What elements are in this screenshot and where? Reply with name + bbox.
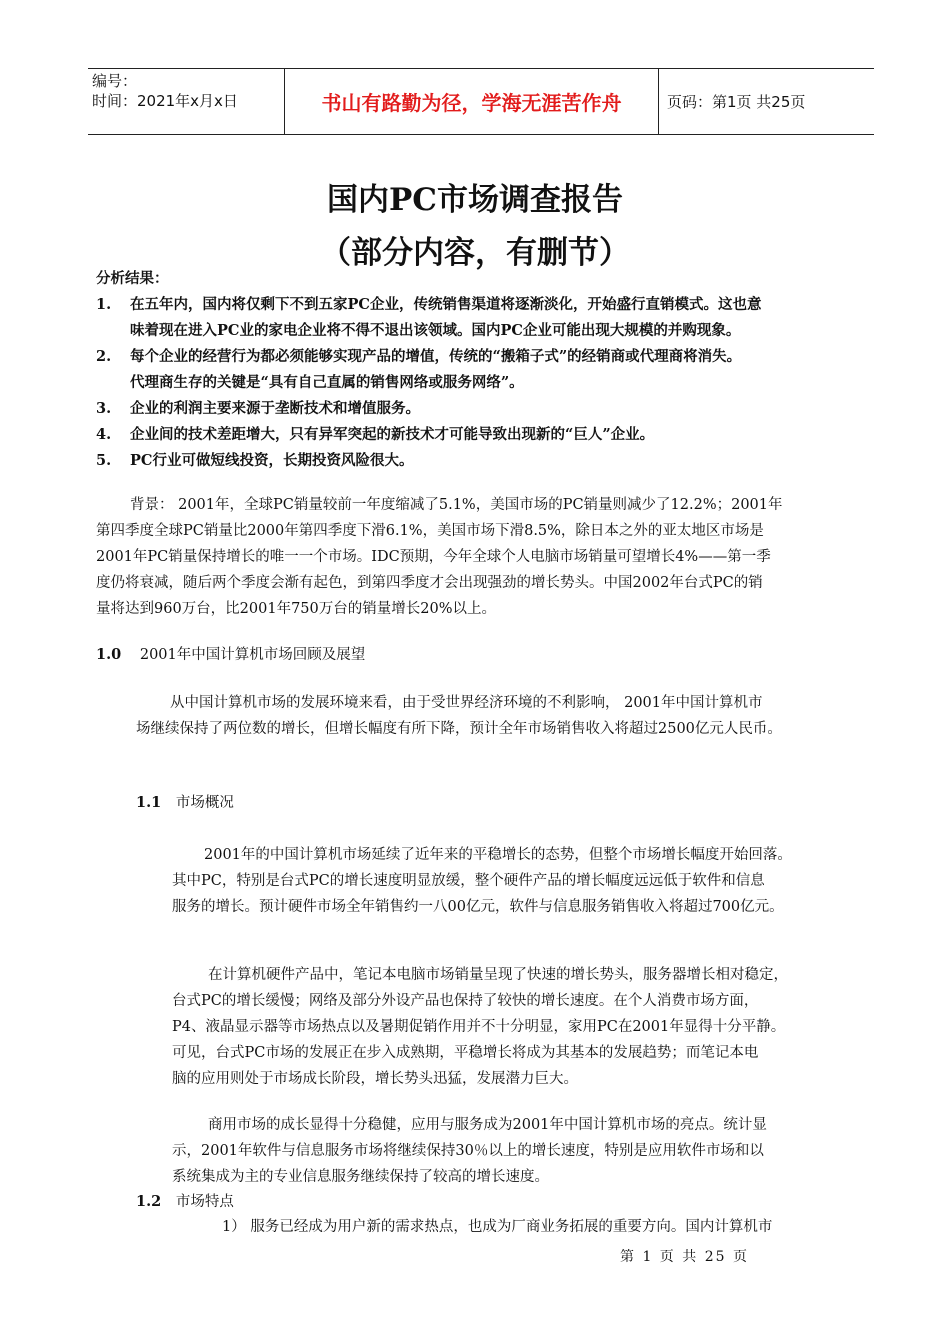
list-item-number: 1. — [96, 296, 112, 313]
header-meta — [88, 69, 285, 134]
section-heading-1-0 — [96, 642, 365, 668]
paragraph-line: 可见，台式PC市场的发展正在步入成熟期，平稳增长将成为其基本的发展趋势；而笔记本电 — [172, 1045, 759, 1061]
section-heading-1-2 — [136, 1189, 234, 1215]
paragraph-line: 场继续保持了两位数的增长，但增长幅度有所下降，预计全年市场销售收入将超过2500亿元人民币。 — [136, 721, 782, 737]
background-paragraph — [96, 492, 896, 622]
section-title: 市场特点 — [175, 1194, 234, 1210]
paragraph-line: 在计算机硬件产品中，笔记本电脑市场销量呈现了快速的增长势头，服务器增长相对稳定， — [208, 967, 788, 983]
paragraph-line: 背景： 2001年，全球PC销量较前一年度缩减了5.1%，美国市场的PC销量则减少了12.2%；2001年 — [130, 497, 783, 513]
paragraph-line: 其中PC，特别是台式PC的增长速度明显放缓，整个硬件产品的增长幅度远远低于软件和信息 — [172, 873, 765, 889]
list-item-line: PC行业可做短线投资，长期投资风险很大。 — [130, 452, 414, 469]
paragraph-line: 从中国计算机市场的发展环境来看，由于受世界经济环境的不利影响， 2001年中国计算机市 — [170, 695, 763, 711]
paragraph-line: 第四季度全球PC销量比2000年第四季度下滑6.1%，美国市场下滑8.5%，除日本之外的亚太地区市场是 — [96, 523, 764, 539]
section-title: 2001年中国计算机市场回顾及展望 — [139, 647, 366, 663]
paragraph-line: 2001年PC销量保持增长的唯一一个市场。IDC预期，今年全球个人电脑市场销量可望增长4%——第一季 — [96, 549, 771, 565]
document-title: 国内PC市场调查报告 — [327, 182, 623, 218]
list-item-line: 每个企业的经营行为都必须能够实现产品的增值，传统的“搬箱子式”的经销商或代理商将消失。 — [130, 348, 742, 365]
paragraph-line: 服务的增长。预计硬件市场全年销售约一八00亿元，软件与信息服务销售收入将超过700亿元。 — [172, 899, 784, 915]
section-number: 1.1 — [136, 794, 162, 811]
paragraph-line: 脑的应用则处于市场成长阶段，增长势头迅猛，发展潜力巨大。 — [172, 1071, 578, 1087]
paragraph-line: 2001年的中国计算机市场延续了近年来的平稳增长的态势，但整个市场增长幅度开始回落。 — [204, 847, 792, 863]
list-item-number: 2. — [96, 348, 112, 365]
list-item — [96, 448, 886, 474]
section-1-2-item-1: 1） 服务已经成为用户新的需求热点，也成为厂商业务拓展的重要方向。国内计算机市 — [222, 1219, 773, 1235]
section-1-1-paragraph-3 — [172, 1112, 892, 1190]
analysis-list — [96, 292, 886, 474]
header-motto: 书山有路勤为径，学海无涯苦作舟 — [285, 69, 659, 134]
section-1-1-paragraph-2 — [172, 962, 892, 1092]
document-number-label: 编号： — [92, 72, 138, 90]
page-footer: 第 1 页 共 25 页 — [620, 1249, 749, 1265]
list-item — [96, 422, 886, 448]
list-item-line: 企业的利润主要来源于垄断技术和增值服务。 — [130, 400, 420, 417]
list-item — [96, 344, 886, 396]
header-page-number: 页码：第1页 共25页 — [667, 93, 806, 111]
paragraph-line: 量将达到960万台，比2001年750万台的销量增长20%以上。 — [96, 601, 496, 617]
paragraph-line: 商用市场的成长显得十分稳健，应用与服务成为2001年中国计算机市场的亮点。统计显 — [208, 1117, 767, 1133]
list-item-line: 在五年内，国内将仅剩下不到五家PC企业，传统销售渠道将逐渐淡化，开始盛行直销模式。这也意 — [130, 296, 762, 313]
page-header — [88, 68, 874, 135]
list-item-line: 味着现在进入PC业的家电企业将不得不退出该领域。国内PC企业可能出现大规模的并购现象。 — [130, 322, 741, 339]
paragraph-line: P4、液晶显示器等市场热点以及暑期促销作用并不十分明显，家用PC在2001年显得十分平静。 — [172, 1019, 786, 1035]
paragraph-line: 台式PC的增长缓慢；网络及部分外设产品也保持了较快的增长速度。在个人消费市场方面， — [172, 993, 759, 1009]
list-item-line: 代理商生存的关键是“具有自己直属的销售网络或服务网络”。 — [130, 374, 524, 391]
section-1-0-paragraph — [136, 690, 896, 742]
paragraph-line: 度仍将衰减，随后两个季度会渐有起色，到第四季度才会出现强劲的增长势头。中国2002年台式PC的销 — [96, 575, 763, 591]
paragraph-line: 示，2001年软件与信息服务市场将继续保持30％以上的增长速度，特别是应用软件市场和以 — [172, 1143, 764, 1159]
document-time-label: 时间：2021年x月x日 — [92, 92, 238, 110]
list-item-number: 5. — [96, 452, 112, 469]
analysis-heading: 分析结果： — [96, 270, 169, 287]
list-item — [96, 292, 886, 344]
section-number: 1.2 — [136, 1193, 162, 1210]
section-number: 1.0 — [96, 646, 122, 663]
section-1-1-paragraph-1 — [172, 842, 892, 920]
list-item-number: 3. — [96, 400, 112, 417]
paragraph-line: 系统集成为主的专业信息服务继续保持了较高的增长速度。 — [172, 1169, 549, 1185]
list-item-number: 4. — [96, 426, 112, 443]
section-title: 市场概况 — [175, 795, 234, 811]
list-item — [96, 396, 886, 422]
section-heading-1-1 — [136, 790, 234, 816]
list-item-line: 企业间的技术差距增大，只有异军突起的新技术才可能导致出现新的“巨人”企业。 — [130, 426, 655, 443]
document-subtitle: （部分内容，有删节） — [320, 235, 630, 271]
